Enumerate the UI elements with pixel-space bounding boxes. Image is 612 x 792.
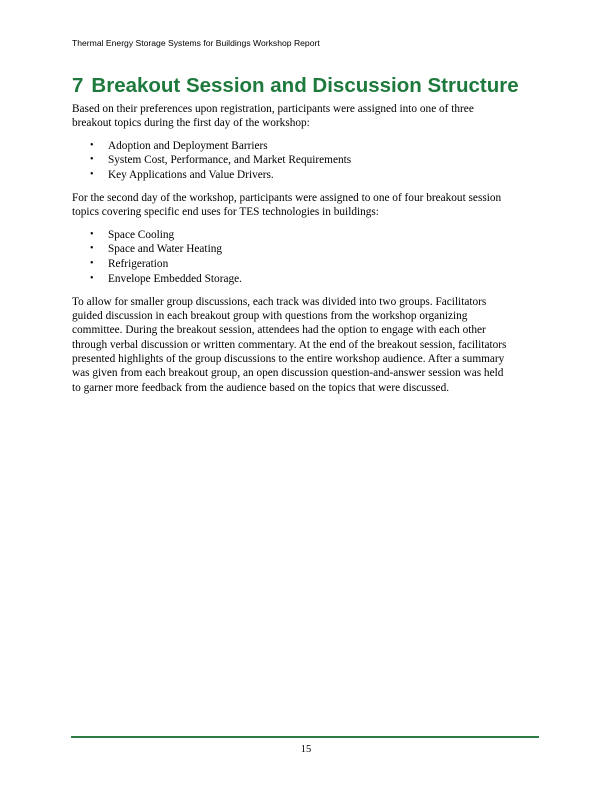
paragraph-line: breakout topics during the first day of the workshop: xyxy=(72,117,310,130)
list-item xyxy=(72,272,540,287)
list-item-text: Adoption and Deployment Barriers xyxy=(108,139,268,152)
list-item-text: Space Cooling xyxy=(108,228,175,241)
paragraph-line: Based on their preferences upon registration, participants were assigned into one of three xyxy=(72,103,474,115)
bullet-icon: • xyxy=(90,154,94,166)
list-item-text: Refrigeration xyxy=(108,258,169,271)
list-item xyxy=(72,228,540,243)
paragraph-line: topics covering specific end uses for TES technologies in buildings: xyxy=(72,206,379,219)
paragraph-line: committee. During the breakout session, attendees had the option to engage with each other xyxy=(72,324,486,337)
list-item xyxy=(72,242,540,257)
paragraph-line: guided discussion in each breakout group with questions from the workshop organizing xyxy=(72,310,468,323)
bullet-icon: • xyxy=(90,228,94,240)
paragraph-line: to garner more feedback from the audience based on the topics that were discussed. xyxy=(72,381,450,394)
bullet-icon: • xyxy=(90,272,94,284)
section-number: 7 xyxy=(72,74,84,97)
list-item xyxy=(72,257,540,272)
section-heading xyxy=(72,73,540,98)
day1-topic-list xyxy=(72,139,540,183)
paragraph-line: presented highlights of the group discussions to the entire workshop audience. After a summary xyxy=(72,352,505,365)
bullet-icon: • xyxy=(90,243,94,255)
bullet-icon: • xyxy=(90,258,94,270)
footer-divider xyxy=(71,736,539,738)
bullet-icon: • xyxy=(90,139,94,151)
page-content xyxy=(72,73,540,395)
day2-paragraph xyxy=(72,191,540,220)
bullet-icon: • xyxy=(90,169,94,181)
list-item xyxy=(72,139,540,154)
intro-paragraph xyxy=(72,102,540,131)
list-item-text: Space and Water Heating xyxy=(108,243,223,256)
paragraph-line: was given from each breakout group, an open discussion question-and-answer session was held xyxy=(72,367,504,380)
paragraph-line: To allow for smaller group discussions, each track was divided into two groups. Facilitators xyxy=(72,295,487,308)
page-number: 15 xyxy=(300,744,312,755)
list-item-text: Envelope Embedded Storage. xyxy=(108,272,242,285)
paragraph-line: through verbal discussion or written commentary. At the end of the breakout session, facilitators xyxy=(72,338,507,351)
section-title: Breakout Session and Discussion Structure xyxy=(91,74,519,97)
list-item-text: Key Applications and Value Drivers. xyxy=(108,169,274,182)
list-item-text: System Cost, Performance, and Market Requirements xyxy=(108,154,352,167)
list-item xyxy=(72,168,540,183)
day2-topic-list xyxy=(72,228,540,287)
running-header: Thermal Energy Storage Systems for Buildings Workshop Report xyxy=(72,38,320,48)
paragraph-line: For the second day of the workshop, participants were assigned to one of four breakout session xyxy=(72,191,502,204)
list-item xyxy=(72,153,540,168)
closing-paragraph xyxy=(72,295,540,395)
